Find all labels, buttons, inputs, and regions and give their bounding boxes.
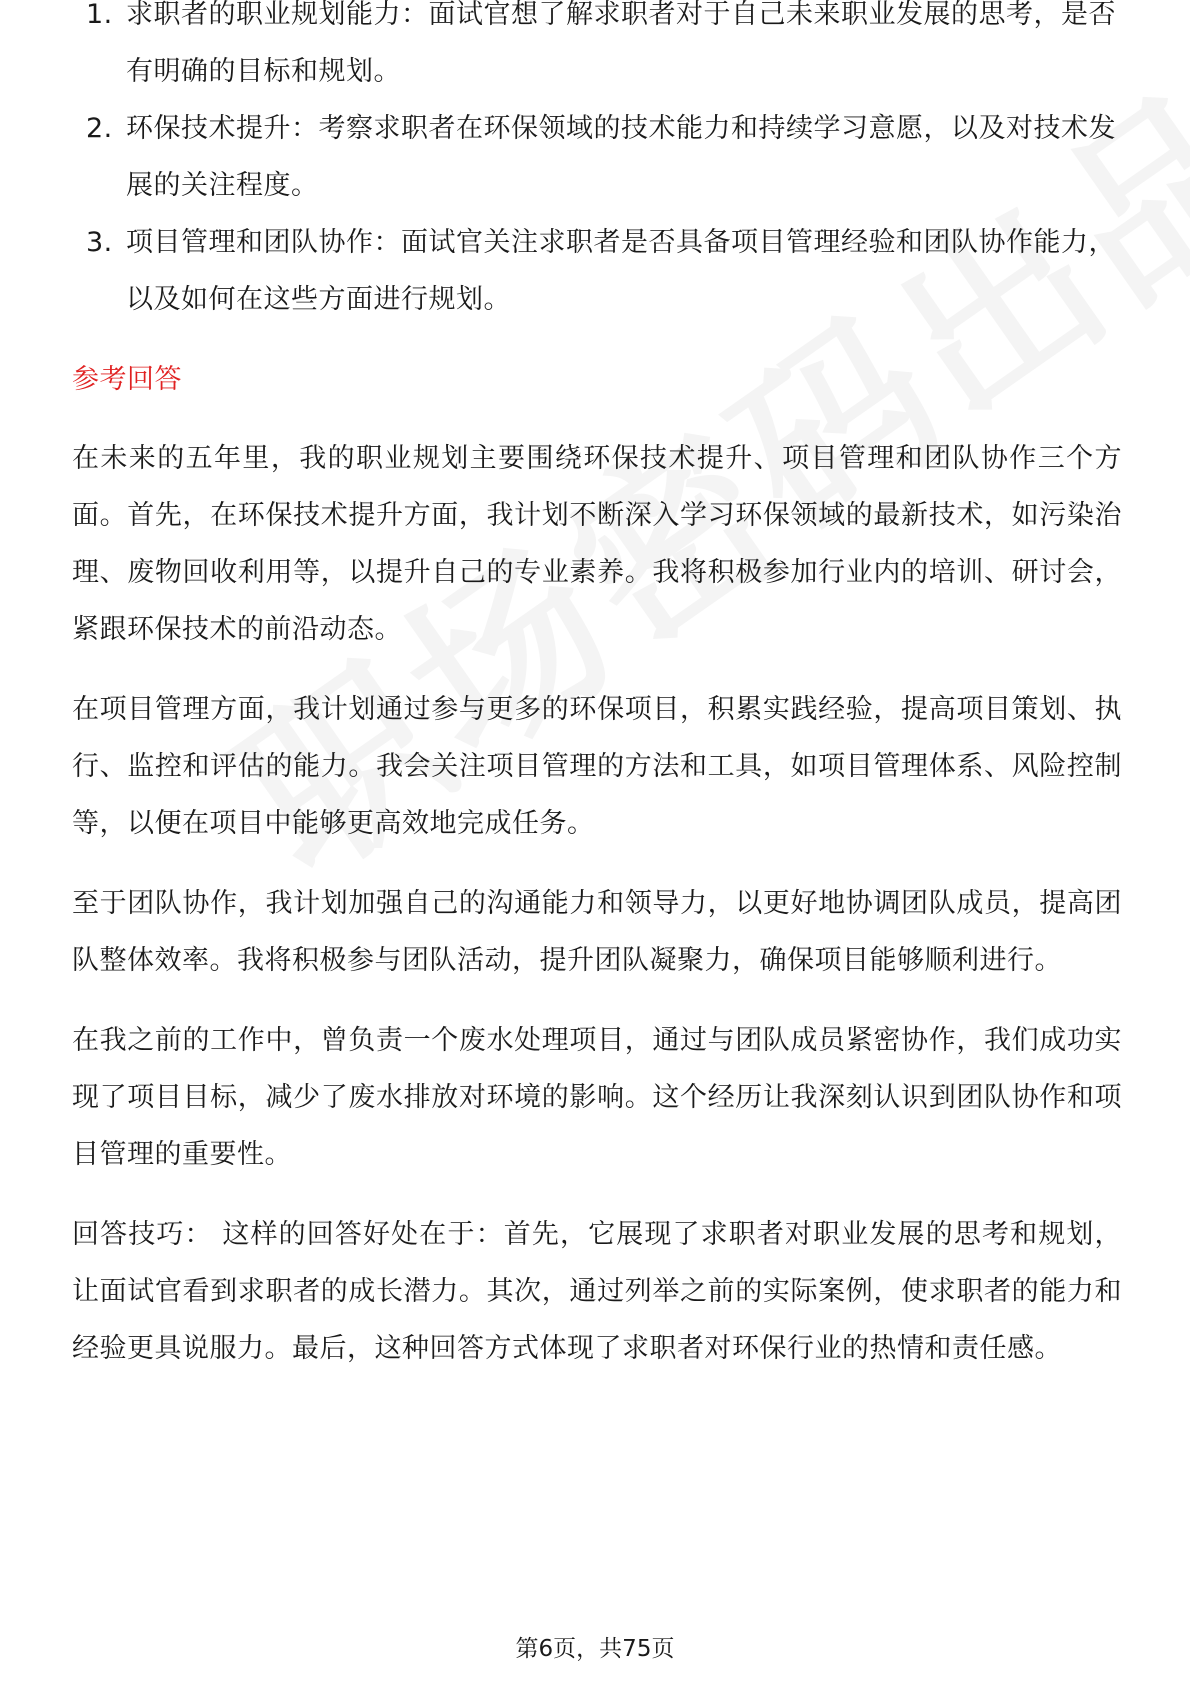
list-item xyxy=(72,0,1122,100)
paragraph: 在我之前的工作中，曾负责一个废水处理项目，通过与团队成员紧密协作，我们成功实现了项目目标，减少了废水排放对环境的影响。这个经历让我深刻认识到团队协作和项目管理的重要性。 xyxy=(72,1025,1122,1170)
paragraph: 在项目管理方面，我计划通过参与更多的环保项目，积累实践经验，提高项目策划、执行、监控和评估的能力。我会关注项目管理的方法和工具，如项目管理体系、风险控制等，以便在项目中能够更高效地完成任务。 xyxy=(72,694,1122,839)
list-number: 1. xyxy=(86,0,113,30)
list-item-text: 项目管理和团队协作：面试官关注求职者是否具备项目管理经验和团队协作能力，以及如何在这些方面进行规划。 xyxy=(126,227,1116,315)
list-item-text: 求职者的职业规划能力：面试官想了解求职者对于自己未来职业发展的思考，是否有明确的目标和规划。 xyxy=(126,0,1116,87)
section-heading: 参考回答 xyxy=(72,364,182,395)
list-item xyxy=(72,100,1122,214)
page-footer: 第6页，共75页 xyxy=(515,1636,675,1662)
paragraph: 至于团队协作，我计划加强自己的沟通能力和领导力，以更好地协调团队成员，提高团队整体效率。我将积极参与团队活动，提升团队凝聚力，确保项目能够顺利进行。 xyxy=(72,888,1122,976)
page-content xyxy=(72,0,1122,1377)
list-item xyxy=(72,214,1122,328)
list-number: 2. xyxy=(86,113,113,144)
paragraph: 回答技巧： 这样的回答好处在于：首先，它展现了求职者对职业发展的思考和规划，让面试官看到求职者的成长潜力。其次，通过列举之前的实际案例，使求职者的能力和经验更具说服力。最后，这种回答方式体现了求职者对环保行业的热情和责任感。 xyxy=(72,1219,1122,1364)
paragraph: 在未来的五年里，我的职业规划主要围绕环保技术提升、项目管理和团队协作三个方面。首先，在环保技术提升方面，我计划不断深入学习环保领域的最新技术，如污染治理、废物回收利用等，以提升自己的专业素养。我将积极参加行业内的培训、研讨会，紧跟环保技术的前沿动态。 xyxy=(72,443,1122,645)
numbered-list xyxy=(72,0,1122,328)
list-item-text: 环保技术提升：考察求职者在环保领域的技术能力和持续学习意愿，以及对技术发展的关注程度。 xyxy=(126,113,1116,201)
list-number: 3. xyxy=(86,227,113,258)
